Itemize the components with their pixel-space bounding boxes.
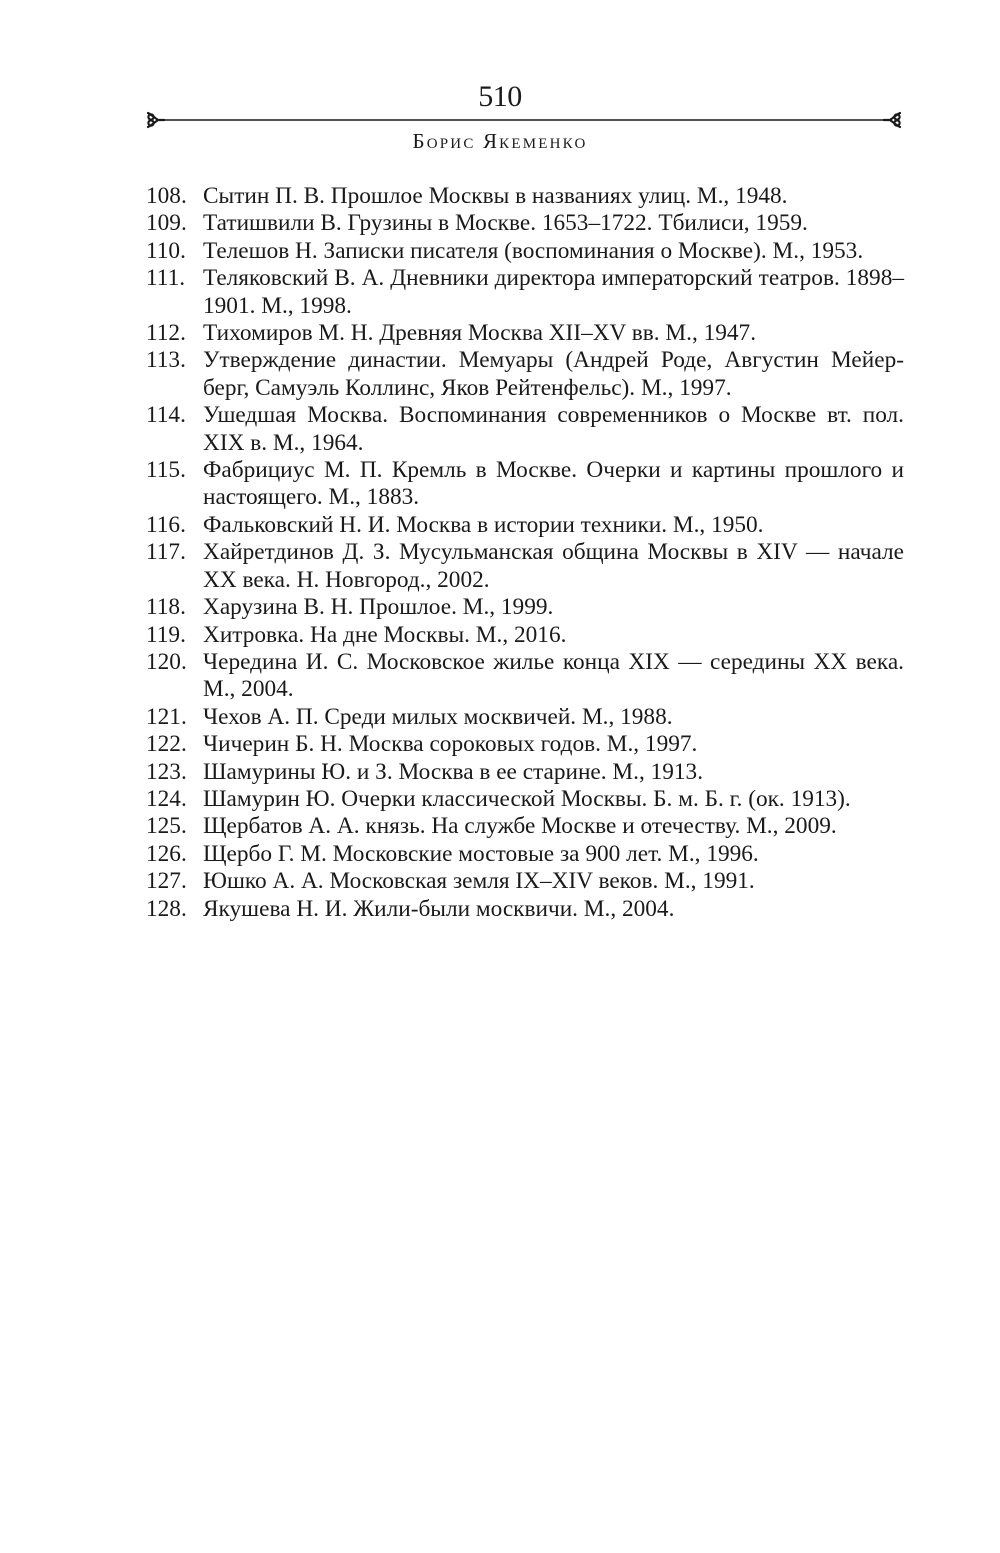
entry-citation: Хайретдинов Д. З. Мусульманская община Москвы в XIV — начале XX века. Н. Новгород., 2002. bbox=[203, 539, 904, 593]
entry-number: 124. bbox=[146, 785, 187, 812]
entry-citation: Щербо Г. М. Московские мостовые за 900 лет. М., 1996. bbox=[203, 840, 759, 867]
entry-citation: Ушедшая Москва. Воспоминания современников о Москве вт. пол. XIX в. М., 1964. bbox=[203, 402, 904, 456]
page-number: 510 bbox=[478, 80, 522, 113]
bibliography-entry bbox=[146, 238, 904, 265]
bibliography-entry bbox=[146, 786, 904, 813]
entry-citation: Сытин П. В. Прошлое Москвы в названиях улиц. М., 1948. bbox=[203, 183, 788, 209]
bibliography-entry bbox=[146, 868, 904, 895]
bibliography-entry bbox=[146, 759, 904, 786]
bibliography-entry bbox=[146, 539, 904, 594]
bibliography-entry bbox=[146, 457, 904, 512]
entry-number: 122. bbox=[146, 731, 187, 758]
entry-citation: Тихомиров М. Н. Древняя Москва XII–XV вв. М., 1947. bbox=[203, 320, 757, 347]
entry-number: 114. bbox=[146, 402, 186, 429]
entry-citation: Теляковский В. А. Дневники директора императорский театров. 1898–1901. М., 1998. bbox=[203, 265, 904, 319]
entry-number: 125. bbox=[146, 813, 187, 840]
entry-number: 117. bbox=[146, 539, 186, 566]
entry-citation: Фальковский Н. И. Москва в истории техники. М., 1950. bbox=[203, 511, 764, 538]
entry-number: 121. bbox=[146, 703, 187, 730]
entry-citation: Харузина В. Н. Прошлое. М., 1999. bbox=[203, 594, 554, 621]
running-head-author: Борис Якеменко bbox=[412, 129, 588, 153]
bibliography-entry bbox=[146, 512, 904, 539]
bibliography-entry bbox=[146, 896, 904, 923]
left-scroll-ornament-icon bbox=[148, 113, 164, 127]
entry-citation: Чередина И. С. Московское жилье конца XIX — середины XX века. М., 2004. bbox=[203, 648, 904, 703]
bibliography-entry bbox=[146, 704, 904, 731]
entry-citation: Юшко А. А. Московская земля IX–XIV веков. М., 1991. bbox=[203, 868, 755, 895]
entry-number: 112. bbox=[146, 320, 186, 347]
entry-number: 116. bbox=[146, 511, 186, 538]
bibliography-entry bbox=[146, 183, 904, 210]
right-scroll-ornament-icon bbox=[884, 113, 900, 127]
bibliography-entry bbox=[146, 347, 904, 402]
entry-citation: Татишвили В. Грузины в Москве. 1653–1722. Тбилиси, 1959. bbox=[203, 210, 808, 237]
bibliography-entry bbox=[146, 841, 904, 868]
bibliography-entry bbox=[146, 210, 904, 237]
entry-citation: Шамурин Ю. Очерки классической Москвы. Б. м. Б. г. (ок. 1913). bbox=[203, 785, 851, 812]
bibliography-entry bbox=[146, 320, 904, 347]
bibliography-entry bbox=[146, 622, 904, 649]
entry-number: 127. bbox=[146, 868, 187, 895]
bibliography-entry bbox=[146, 265, 904, 320]
entry-number: 123. bbox=[146, 758, 187, 785]
entry-number: 109. bbox=[146, 210, 187, 237]
entry-number: 118. bbox=[146, 594, 186, 621]
entry-number: 120. bbox=[146, 648, 187, 675]
bibliography-entry bbox=[146, 402, 904, 457]
entry-citation: Щербатов А. А. князь. На службе Москве и отечеству. М., 2009. bbox=[203, 813, 837, 840]
entry-citation: Чехов А. П. Среди милых москвичей. М., 1988. bbox=[203, 703, 673, 730]
bibliography-entry bbox=[146, 731, 904, 758]
entry-number: 108. bbox=[146, 183, 187, 209]
entry-citation: Чичерин Б. Н. Москва сороковых годов. М., 1997. bbox=[203, 731, 698, 758]
bibliography-entry bbox=[146, 813, 904, 840]
entry-number: 128. bbox=[146, 895, 187, 922]
entry-citation: Утверждение династии. Мемуары (Андрей Роде, Августин Мейерберг, Самуэль Коллинс, Яков Рейтенфельс). М., 1997. bbox=[203, 347, 904, 401]
bibliography-entry bbox=[146, 649, 904, 704]
entry-number: 126. bbox=[146, 840, 187, 867]
entry-citation: Фабрициус М. П. Кремль в Москве. Очерки и картины прошлого и настоящего. М., 1883. bbox=[203, 457, 904, 511]
entry-number: 113. bbox=[146, 347, 186, 374]
entry-citation: Хитровка. На дне Москвы. М., 2016. bbox=[203, 621, 567, 648]
entry-citation: Якушева Н. И. Жили-были москвичи. М., 2004. bbox=[203, 895, 675, 922]
bibliography-list bbox=[146, 183, 904, 923]
entry-number: 115. bbox=[146, 457, 186, 484]
entry-number: 110. bbox=[146, 237, 186, 264]
entry-citation: Телешов Н. Записки писателя (воспоминания о Москве). М., 1953. bbox=[203, 237, 864, 264]
entry-citation: Шамурины Ю. и З. Москва в ее старине. М., 1913. bbox=[203, 758, 704, 785]
entry-number: 111. bbox=[146, 265, 186, 292]
entry-number: 119. bbox=[146, 621, 186, 648]
bibliography-entry bbox=[146, 594, 904, 621]
